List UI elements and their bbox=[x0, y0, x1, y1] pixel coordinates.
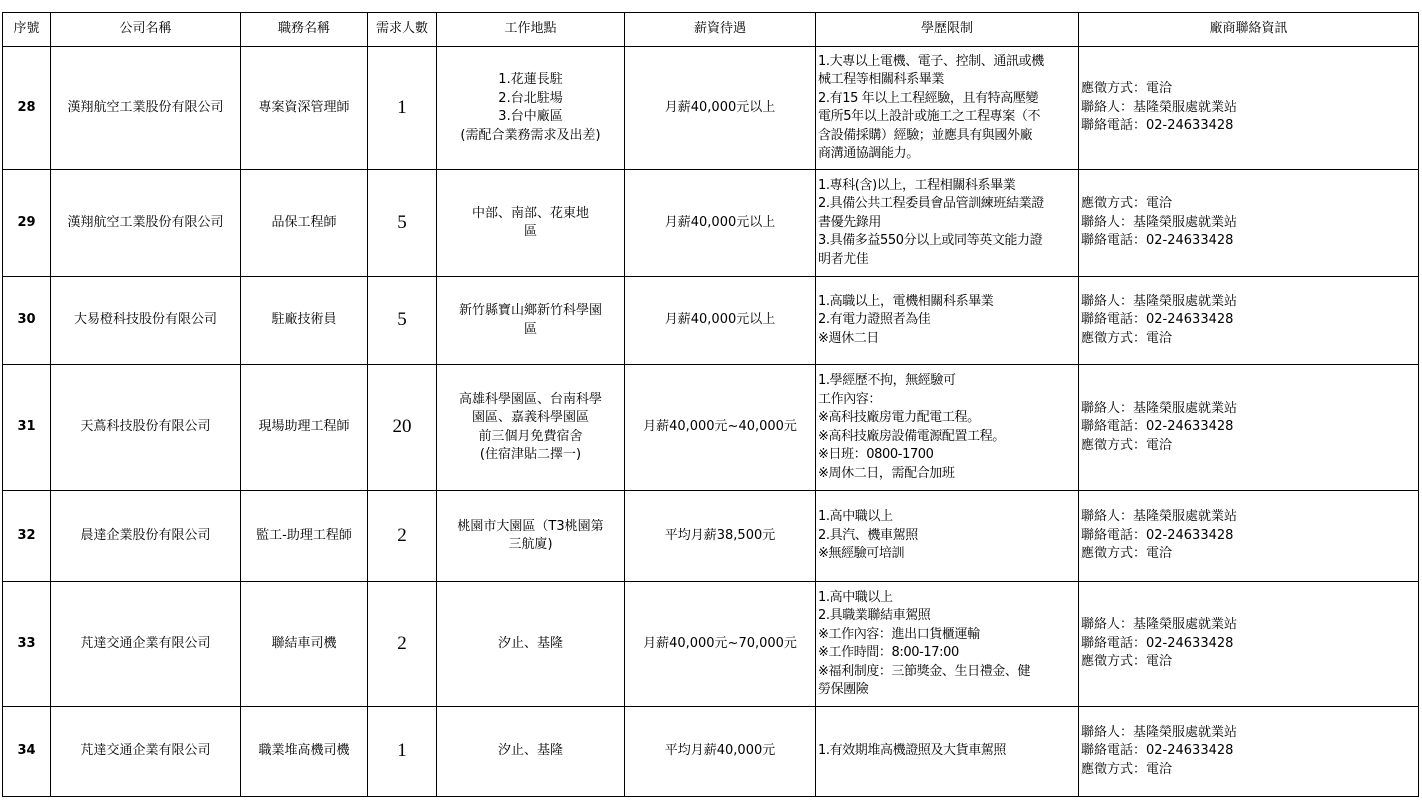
requirements-line: 書優先錄用 bbox=[818, 214, 882, 230]
requirements-line: 2.有電力證照者為佳 bbox=[818, 312, 931, 328]
requirements bbox=[816, 47, 1079, 170]
contact-info-line: 應徵方式：電洽 bbox=[1081, 654, 1173, 670]
work-location-line: 1.花蓮長駐 bbox=[498, 72, 563, 87]
header-requirements: 學歷限制 bbox=[816, 13, 1079, 47]
headcount: 2 bbox=[368, 491, 437, 582]
requirements-line: 1.高職以上，電機相關科系畢業 bbox=[818, 293, 994, 309]
requirements-line: 工作內容： bbox=[818, 391, 882, 407]
position-name: 品保工程師 bbox=[241, 170, 368, 277]
work-location bbox=[437, 365, 625, 491]
work-location-line: 園區、嘉義科學園區 bbox=[471, 410, 589, 425]
contact-info-line: 應徵方式：電洽 bbox=[1081, 761, 1173, 777]
work-location-line: 桃園市大園區（T3桃園第 bbox=[457, 518, 604, 534]
contact-info bbox=[1079, 582, 1419, 707]
work-location-line: 2.台北駐場 bbox=[498, 90, 563, 106]
company-name: 芃達交通企業有限公司 bbox=[51, 707, 241, 797]
work-location-line: 汐止、基隆 bbox=[497, 743, 563, 759]
requirements bbox=[816, 365, 1079, 491]
table-header-row bbox=[3, 13, 1419, 47]
requirements bbox=[816, 491, 1079, 582]
table-row bbox=[3, 277, 1419, 365]
contact-info-line: 聯絡電話：02-24633428 bbox=[1081, 743, 1234, 759]
contact-info-line: 聯絡電話：02-24633428 bbox=[1081, 527, 1234, 543]
position-name: 專案資深管理師 bbox=[241, 47, 368, 170]
row-number: 28 bbox=[3, 47, 51, 170]
salary: 平均月薪40,000元 bbox=[625, 707, 816, 797]
row-number: 29 bbox=[3, 170, 51, 277]
salary: 月薪40,000元以上 bbox=[625, 170, 816, 277]
work-location bbox=[437, 707, 625, 797]
contact-info-line: 聯絡人：基隆榮服處就業站 bbox=[1081, 617, 1238, 633]
requirements-line: ※高科技廠房設備電源配置工程。 bbox=[818, 428, 1005, 444]
company-name: 晨達企業股份有限公司 bbox=[51, 491, 241, 582]
contact-info-line: 聯絡電話：02-24633428 bbox=[1081, 312, 1234, 328]
work-location-line: 區 bbox=[523, 321, 537, 337]
contact-info-line: 聯絡人：基隆榮服處就業站 bbox=[1081, 400, 1238, 416]
salary: 月薪40,000元~70,000元 bbox=[625, 582, 816, 707]
contact-info-line: 聯絡電話：02-24633428 bbox=[1081, 118, 1234, 134]
company-name: 芃達交通企業有限公司 bbox=[51, 582, 241, 707]
contact-info-line: 聯絡人：基隆榮服處就業站 bbox=[1081, 99, 1238, 115]
row-number: 32 bbox=[3, 491, 51, 582]
header-contact: 廠商聯絡資訊 bbox=[1079, 13, 1419, 47]
company-name: 漢翔航空工業股份有限公司 bbox=[51, 170, 241, 277]
row-number: 33 bbox=[3, 582, 51, 707]
requirements-line: 電所5年以上設計或施工之工程專案（不 bbox=[818, 109, 1041, 124]
position-name: 聯結車司機 bbox=[241, 582, 368, 707]
position-name: 職業堆高機司機 bbox=[241, 707, 368, 797]
contact-info-line: 應徵方式：電洽 bbox=[1081, 330, 1173, 346]
requirements bbox=[816, 582, 1079, 707]
requirements-line: 1.專科(含)以上，工程相關科系畢業 bbox=[818, 177, 1016, 193]
requirements-line: 1.高中職以上 bbox=[818, 509, 893, 525]
company-name: 天蔦科技股份有限公司 bbox=[51, 365, 241, 491]
salary: 平均月薪38,500元 bbox=[625, 491, 816, 582]
requirements bbox=[816, 707, 1079, 797]
requirements-line: 明者尤佳 bbox=[818, 251, 869, 267]
header-no: 序號 bbox=[3, 13, 51, 47]
work-location bbox=[437, 170, 625, 277]
company-name: 漢翔航空工業股份有限公司 bbox=[51, 47, 241, 170]
requirements-line: ※工作時間：8:00-17:00 bbox=[818, 645, 959, 660]
requirements-line: 1.學經歷不拘，無經驗可 bbox=[818, 373, 956, 388]
position-name: 監工-助理工程師 bbox=[241, 491, 368, 582]
requirements-line: ※無經驗可培訓 bbox=[818, 546, 905, 562]
contact-info-line: 聯絡電話：02-24633428 bbox=[1081, 419, 1234, 435]
row-number: 31 bbox=[3, 365, 51, 491]
requirements-line: ※周休二日，需配合加班 bbox=[818, 465, 955, 481]
work-location-line: 3.台中廠區 bbox=[498, 109, 563, 124]
position-name: 駐廠技術員 bbox=[241, 277, 368, 365]
requirements-line: 2.有15 年以上工程經驗，且有特高壓變 bbox=[818, 90, 1039, 106]
contact-info bbox=[1079, 707, 1419, 797]
row-number: 30 bbox=[3, 277, 51, 365]
requirements-line: 1.有效期堆高機證照及大貨車駕照 bbox=[818, 743, 1007, 759]
work-location bbox=[437, 47, 625, 170]
work-location-line: 前三個月免費宿舍 bbox=[478, 428, 583, 444]
header-salary: 薪資待遇 bbox=[625, 13, 816, 47]
work-location-line: 中部、南部、花東地 bbox=[471, 205, 589, 221]
table-row bbox=[3, 365, 1419, 491]
work-location-line: 三航廈) bbox=[508, 537, 553, 552]
requirements-line: ※日班：0800-1700 bbox=[818, 447, 934, 462]
table-row bbox=[3, 491, 1419, 582]
work-location bbox=[437, 277, 625, 365]
requirements-line: ※福利制度：三節獎金、生日禮金、健 bbox=[818, 663, 1031, 679]
requirements-line: ※工作內容：進出口貨櫃運輸 bbox=[818, 626, 980, 642]
table-row bbox=[3, 582, 1419, 707]
contact-info bbox=[1079, 491, 1419, 582]
contact-info-line: 聯絡人：基隆榮服處就業站 bbox=[1081, 214, 1238, 230]
headcount: 1 bbox=[368, 707, 437, 797]
work-location-line: (需配合業務需求及出差) bbox=[460, 127, 601, 143]
table-row bbox=[3, 707, 1419, 797]
contact-info-line: 聯絡電話：02-24633428 bbox=[1081, 233, 1234, 249]
requirements-line: 含設備採購）經驗；並應具有與國外廠 bbox=[818, 127, 1033, 143]
header-position: 職務名稱 bbox=[241, 13, 368, 47]
work-location-line: 高雄科學園區、台南科學 bbox=[458, 391, 602, 407]
requirements-line: 1.高中職以上 bbox=[818, 589, 893, 605]
contact-info-line: 應徵方式：電洽 bbox=[1081, 546, 1173, 562]
requirements-line: 2.具職業聯結車駕照 bbox=[818, 608, 931, 623]
table-row bbox=[3, 47, 1419, 170]
contact-info bbox=[1079, 170, 1419, 277]
headcount: 1 bbox=[368, 47, 437, 170]
requirements-line: 2.具備公共工程委員會品管訓練班結業證 bbox=[818, 196, 1044, 212]
contact-info-line: 應徵方式：電洽 bbox=[1081, 81, 1173, 97]
requirements bbox=[816, 170, 1079, 277]
header-company: 公司名稱 bbox=[51, 13, 241, 47]
work-location-line: 汐止、基隆 bbox=[497, 635, 563, 651]
salary: 月薪40,000元以上 bbox=[625, 277, 816, 365]
work-location bbox=[437, 491, 625, 582]
contact-info bbox=[1079, 47, 1419, 170]
contact-info-line: 聯絡人：基隆榮服處就業站 bbox=[1081, 293, 1238, 309]
requirements-line: 商溝通協調能力。 bbox=[818, 146, 919, 161]
requirements-line: 勞保團險 bbox=[818, 682, 869, 697]
contact-info bbox=[1079, 277, 1419, 365]
contact-info-line: 聯絡人：基隆榮服處就業站 bbox=[1081, 724, 1238, 740]
headcount: 20 bbox=[368, 365, 437, 491]
work-location-line: (住宿津貼二擇一) bbox=[479, 447, 582, 462]
contact-info-line: 聯絡人：基隆榮服處就業站 bbox=[1081, 509, 1238, 525]
work-location-line: 區 bbox=[523, 224, 537, 239]
work-location bbox=[437, 582, 625, 707]
requirements-line: 1.大專以上電機、電子、控制、通訊或機 bbox=[818, 53, 1044, 69]
contact-info-line: 應徵方式：電洽 bbox=[1081, 196, 1173, 212]
header-count: 需求人數 bbox=[368, 13, 437, 47]
job-listings-table bbox=[2, 12, 1419, 797]
table-row bbox=[3, 170, 1419, 277]
requirements bbox=[816, 277, 1079, 365]
row-number: 34 bbox=[3, 707, 51, 797]
salary: 月薪40,000元~40,000元 bbox=[625, 365, 816, 491]
contact-info-line: 應徵方式：電洽 bbox=[1081, 437, 1173, 453]
headcount: 2 bbox=[368, 582, 437, 707]
requirements-line: 2.具汽、機車駕照 bbox=[818, 527, 918, 543]
requirements-line: 3.具備多益550分以上或同等英文能力證 bbox=[818, 233, 1043, 249]
contact-info bbox=[1079, 365, 1419, 491]
company-name: 大易橙科技股份有限公司 bbox=[51, 277, 241, 365]
requirements-line: 械工程等相關科系畢業 bbox=[818, 72, 945, 87]
salary: 月薪40,000元以上 bbox=[625, 47, 816, 170]
position-name: 現場助理工程師 bbox=[241, 365, 368, 491]
headcount: 5 bbox=[368, 170, 437, 277]
work-location-line: 新竹縣寶山鄉新竹科學園 bbox=[458, 303, 602, 318]
contact-info-line: 聯絡電話：02-24633428 bbox=[1081, 635, 1234, 651]
headcount: 5 bbox=[368, 277, 437, 365]
requirements-line: ※高科技廠房電力配電工程。 bbox=[818, 410, 980, 425]
requirements-line: ※週休二日 bbox=[818, 330, 879, 346]
header-location: 工作地點 bbox=[437, 13, 625, 47]
